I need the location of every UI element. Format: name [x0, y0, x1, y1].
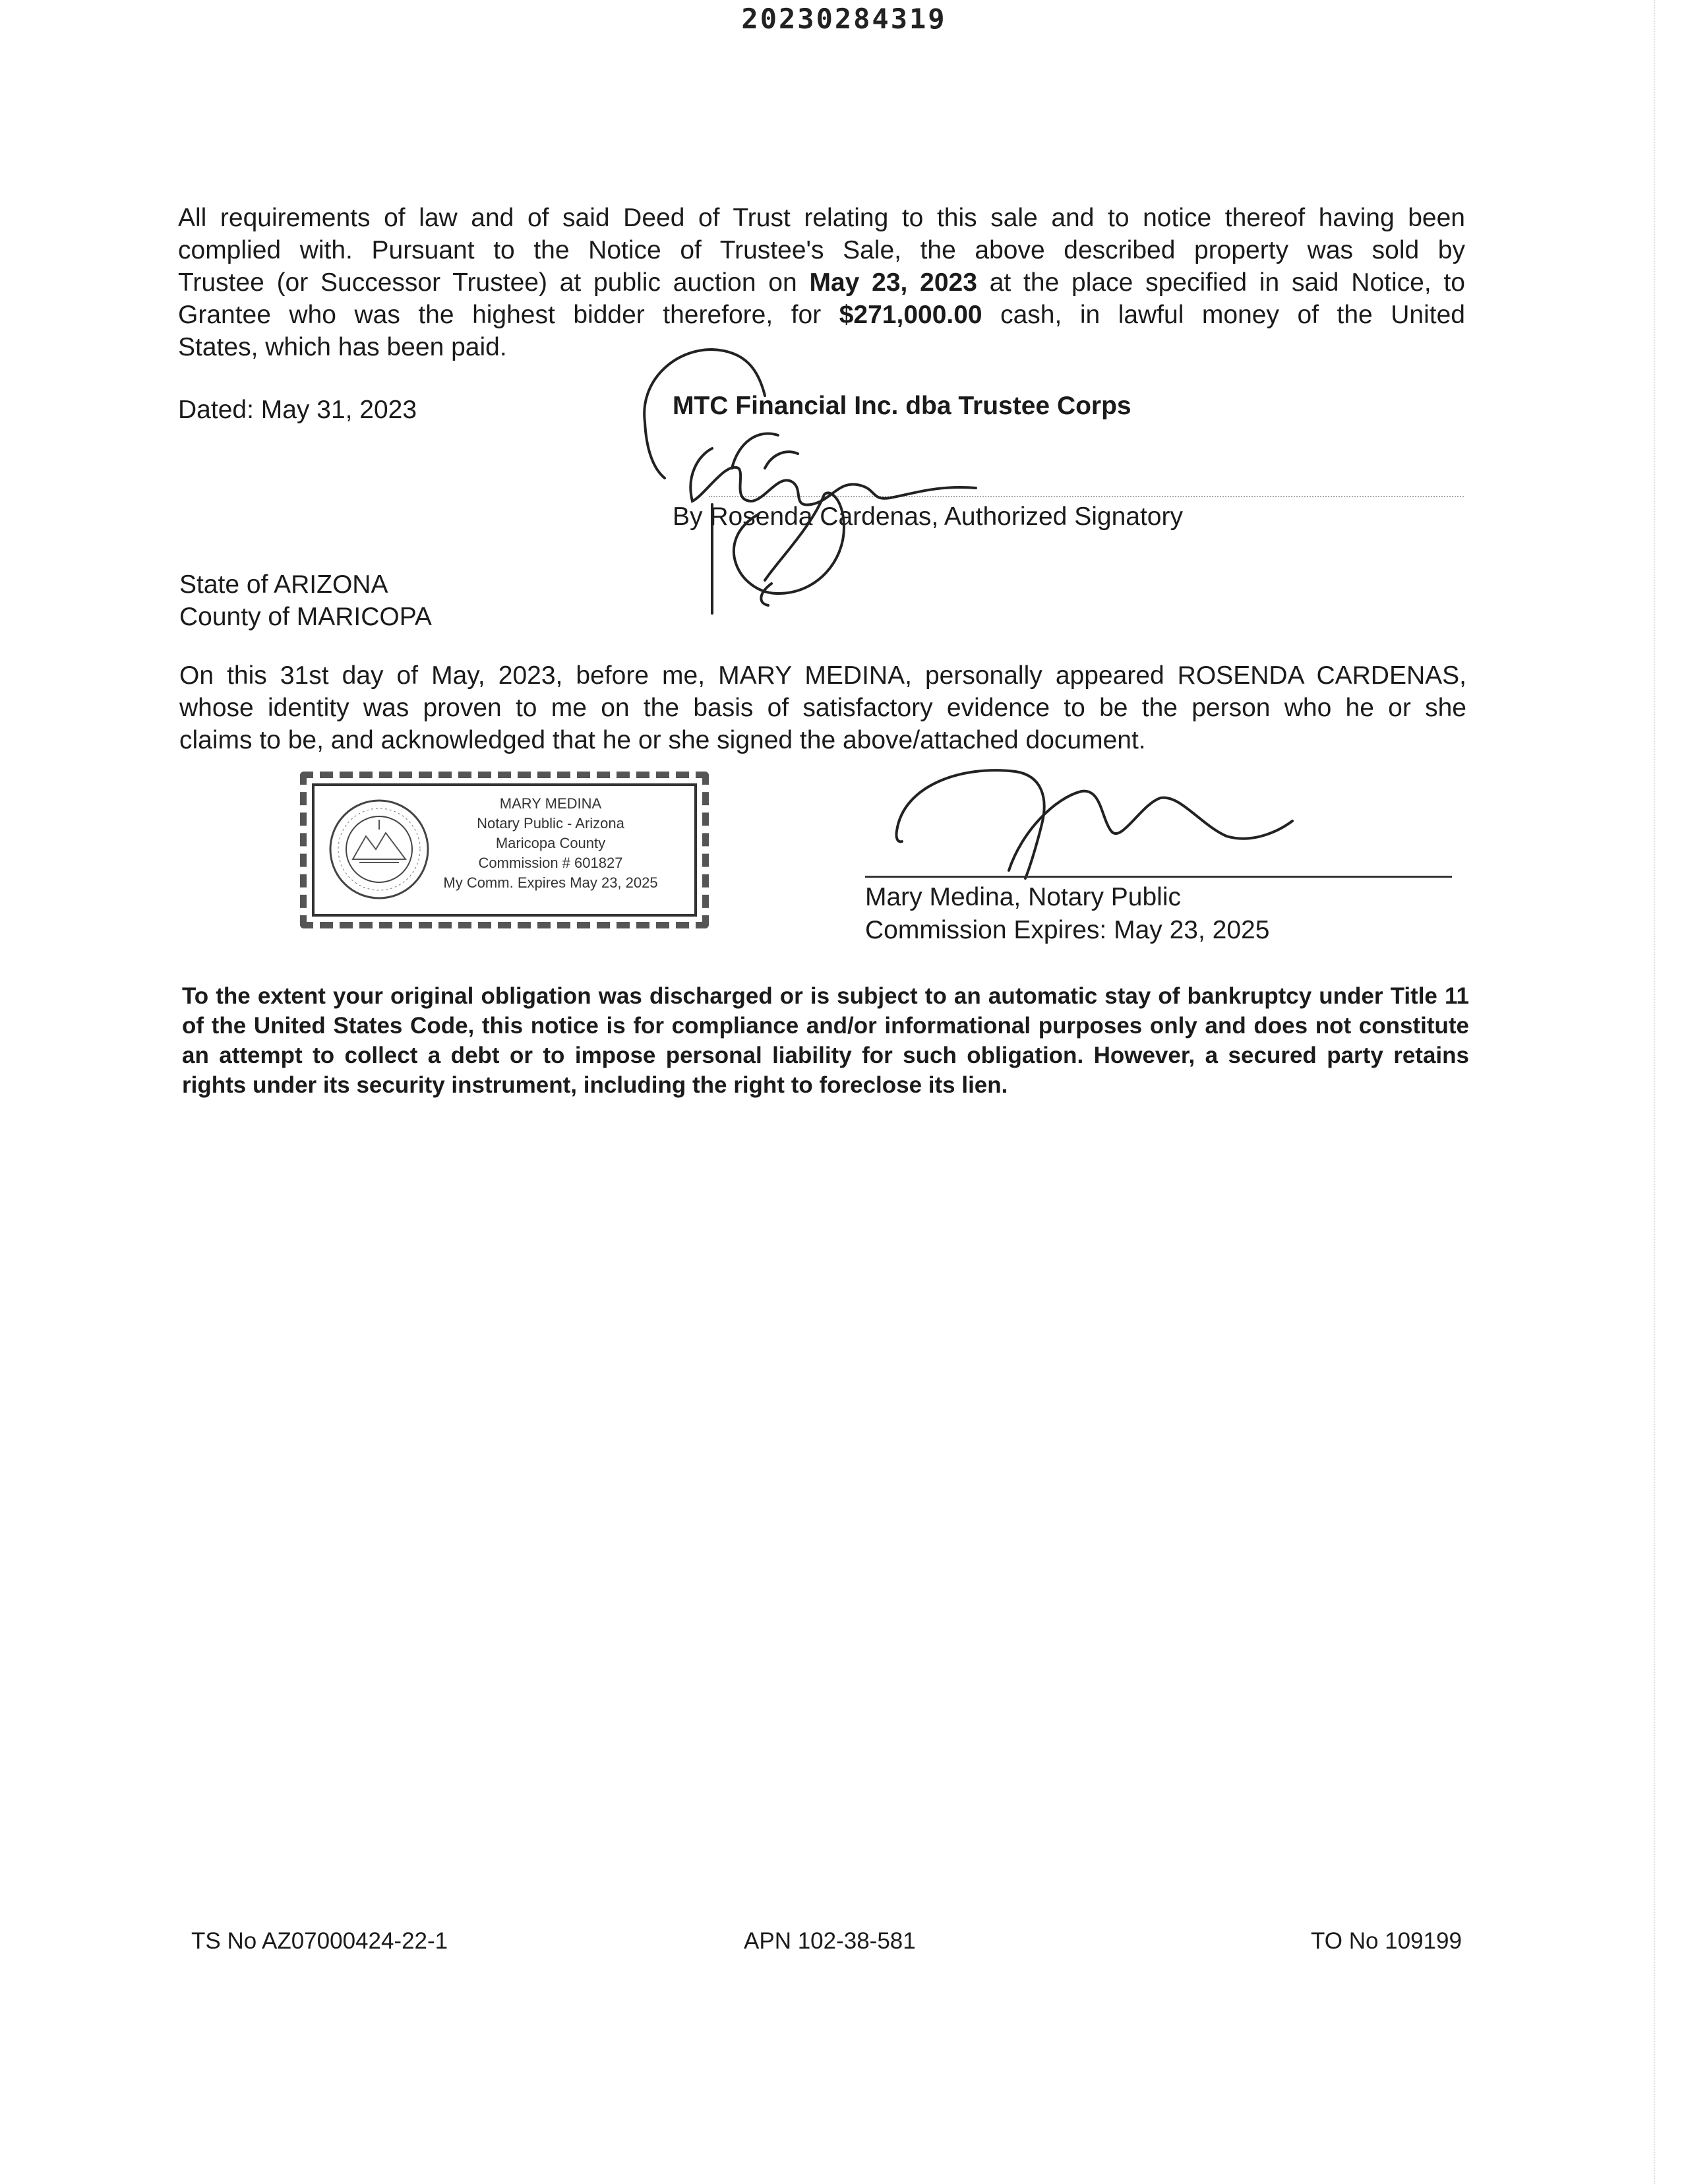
- sale-paragraph-line-4: [178, 299, 1465, 331]
- sale-amount: $271,000.00: [839, 301, 982, 329]
- state-line: State of ARIZONA: [179, 570, 388, 599]
- bankruptcy-disclaimer: To the extent your original obligation was discharged or is subject to an automatic stay of bankruptcy under Title 11 of the United States Code, this notice is for compliance and/or informational purposes only and does not constitute an attempt to collect a debt or to impose personal liability for such obligation. However, a secured party retains rights under its security instrument, including the right to foreclose its lien.: [182, 983, 1469, 1098]
- footer-to-number: TO No 109199: [1311, 1928, 1462, 1954]
- sale-line-3-text-end: at the place specified in said Notice, to: [977, 268, 1465, 297]
- sale-paragraph-line-1: All requirements of law and of said Deed of Trust relating to this sale and to notice thereof having been: [178, 204, 1465, 232]
- recording-number: 20230284319: [741, 3, 947, 35]
- notary-block: [865, 881, 1269, 947]
- page-edge-scan-artifact: [1654, 0, 1657, 2184]
- ack-line-2: whose identity was proven to me on the basis of satisfactory evidence to be the person who he or she: [179, 694, 1466, 722]
- footer-ts-number: TS No AZ07000424-22-1: [191, 1928, 448, 1954]
- dated-line: Dated: May 31, 2023: [178, 396, 417, 424]
- trustee-signature: [633, 343, 1002, 620]
- trustee-company-name: MTC Financial Inc. dba Trustee Corps: [673, 392, 1131, 420]
- arizona-state-seal-icon: [326, 797, 432, 902]
- sale-paragraph: [178, 202, 1465, 363]
- notary-signature-line: [865, 876, 1452, 878]
- acknowledgment-paragraph: [179, 659, 1466, 756]
- venue-block: [179, 568, 432, 633]
- ack-line-1: On this 31st day of May, 2023, before me, MARY MEDINA, personally appeared ROSENDA CARDENAS,: [179, 661, 1466, 690]
- stamp-commission: Commission # 601827: [478, 855, 623, 871]
- stamp-text: [442, 794, 659, 893]
- stamp-title: Notary Public - Arizona: [477, 815, 624, 832]
- stamp-name: MARY MEDINA: [499, 795, 602, 812]
- county-line: County of MARICOPA: [179, 603, 432, 631]
- notary-stamp: [300, 772, 709, 928]
- sale-line-4-text: Grantee who was the highest bidder therefore, for: [178, 301, 839, 329]
- notary-name-line: Mary Medina, Notary Public: [865, 883, 1182, 911]
- notary-signature: [884, 758, 1306, 884]
- sale-paragraph-line-5: States, which has been paid.: [178, 333, 507, 361]
- stamp-expires: My Comm. Expires May 23, 2025: [443, 874, 658, 891]
- notary-expires-line: Commission Expires: May 23, 2025: [865, 916, 1270, 944]
- sale-paragraph-line-2: complied with. Pursuant to the Notice of Trustee's Sale, the above described property was sold by: [178, 236, 1465, 264]
- sale-paragraph-line-3: [178, 266, 1465, 299]
- sale-date: May 23, 2023: [809, 268, 977, 297]
- sale-line-3-text: Trustee (or Successor Trustee) at public auction on: [178, 268, 810, 297]
- footer-apn: APN 102-38-581: [744, 1928, 916, 1954]
- sale-line-4-text-end: cash, in lawful money of the United: [982, 301, 1465, 329]
- authorized-signatory-line: By Rosenda Cardenas, Authorized Signatory: [673, 502, 1183, 531]
- ack-line-3: claims to be, and acknowledged that he or she signed the above/attached document.: [179, 726, 1146, 754]
- stamp-county: Maricopa County: [495, 835, 606, 851]
